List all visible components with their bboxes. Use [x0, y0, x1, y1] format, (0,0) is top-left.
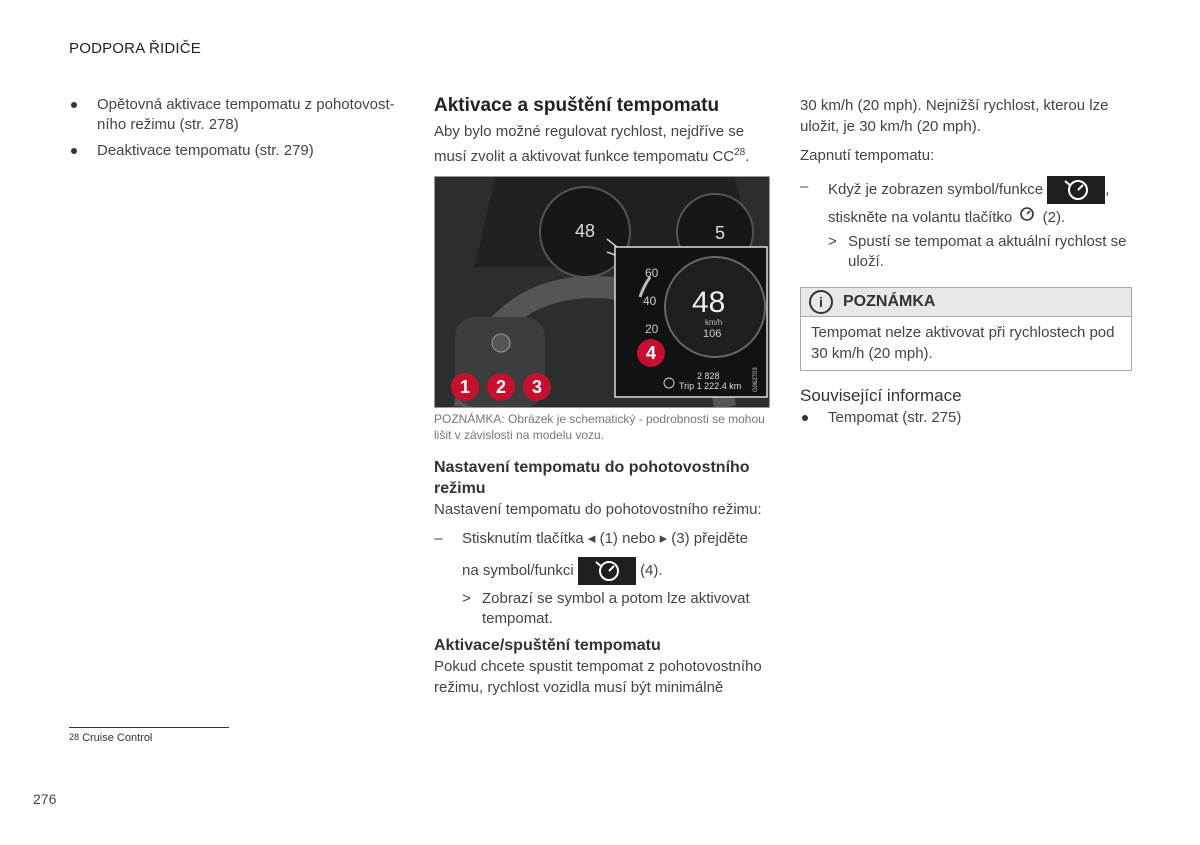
- callout-badge: 4: [637, 339, 665, 367]
- scale-60: 60: [645, 266, 659, 280]
- section-title: Aktivace a spuštění tempomatu: [434, 95, 720, 116]
- note-box: [800, 287, 1132, 371]
- figure-caption: POZNÁMKA: Obrázek je schematický - podrobnosti se mohou lišit v závislosti na modelu vozu.: [434, 412, 765, 442]
- note-header: [801, 288, 1131, 317]
- activation-section: [434, 635, 774, 698]
- footnote: [69, 732, 152, 744]
- related-title: Související informace: [800, 386, 962, 405]
- step-item: – Stisknutím tlačítka ◂ (1) nebo ▸ (3) přejděte na symbol/funkci (4). > Zobrazí se symbol a potom lze aktivovat tempomat.: [434, 528, 774, 629]
- page-number: 276: [33, 791, 57, 807]
- subsection-title: Aktivace/spuštění tempomatu: [434, 637, 661, 654]
- speed-small: 48: [575, 221, 596, 241]
- result-item: > Zobrazí se symbol a potom lze aktivovat tempomat.: [462, 589, 774, 629]
- continued-text: 30 km/h (20 mph). Nejnižší rychlost, kterou lze uložit, je 30 km/h (20 mph).: [800, 97, 1109, 135]
- footnote-divider: [69, 727, 229, 728]
- callout-badge: 3: [523, 373, 551, 401]
- note-title: POZNÁMKA: [843, 293, 936, 310]
- related-links-list: [69, 95, 399, 167]
- callout-badge: 1: [451, 373, 479, 401]
- scale-40: 40: [643, 294, 657, 308]
- result-item: > Spustí se tempomat a aktuální rychlost se uloží.: [828, 232, 1130, 272]
- limit-value: 106: [703, 328, 722, 340]
- dashboard-illustration: [434, 176, 770, 408]
- list-item[interactable]: Deaktivace tempomatu (str. 279): [69, 141, 399, 161]
- section-header: PODPORA ŘIDIČE: [69, 40, 201, 57]
- related-info: [800, 386, 1130, 434]
- figure-code: G062703: [753, 367, 759, 392]
- subsection-text: Nastavení tempomatu do pohotovostního režimu:: [434, 501, 762, 518]
- cruise-control-symbol-icon: [1047, 176, 1105, 204]
- trip-meter: Trip 1 222.4 km: [679, 381, 742, 391]
- step-item: – Když je zobrazen symbol/funkce , stiskněte na volantu tlačítko (2). > Spustí se tempomat a aktuální rychlost se uloží.: [800, 176, 1130, 272]
- info-icon: i: [809, 290, 833, 314]
- footnote-text: Cruise Control: [82, 732, 153, 744]
- speed-big: 48: [692, 286, 726, 319]
- right-column: [800, 95, 1130, 272]
- list-item[interactable]: Opětovná aktivace tempomatu z pohotovost-ního režimu (str. 278): [69, 95, 399, 135]
- subsection-text: Pokud chcete spustit tempomat z pohotovostního režimu, rychlost vozidla musí být minimálně: [434, 658, 762, 696]
- subsection-title: Nastavení tempomatu do pohotovostního režimu: [434, 459, 750, 497]
- footnote-number: 28: [69, 732, 80, 742]
- standby-section: [434, 457, 774, 629]
- activation-label: Zapnutí tempomatu:: [800, 147, 935, 164]
- steering-button-icon: [1016, 206, 1038, 228]
- odometer: 2 828: [697, 371, 720, 381]
- related-link[interactable]: Tempomat (str. 275): [800, 408, 1130, 428]
- kmh-label: km/h: [705, 318, 723, 327]
- intro-text: Aby bylo možné regulovat rychlost, nejdříve se musí zvolit a aktivovat funkce tempomatu CC$^{28}$.: [434, 123, 750, 165]
- scale-20: 20: [645, 322, 659, 336]
- cruise-control-symbol-icon: [578, 557, 636, 585]
- footnote-ref[interactable]: 28: [734, 147, 746, 158]
- note-text: Tempomat nelze aktivovat při rychlostech pod 30 km/h (20 mph).: [811, 324, 1115, 362]
- main-column: [434, 95, 774, 167]
- dashboard-drawing: [435, 177, 769, 407]
- callout-badge: 2: [487, 373, 515, 401]
- gear-indicator: 5: [715, 223, 726, 243]
